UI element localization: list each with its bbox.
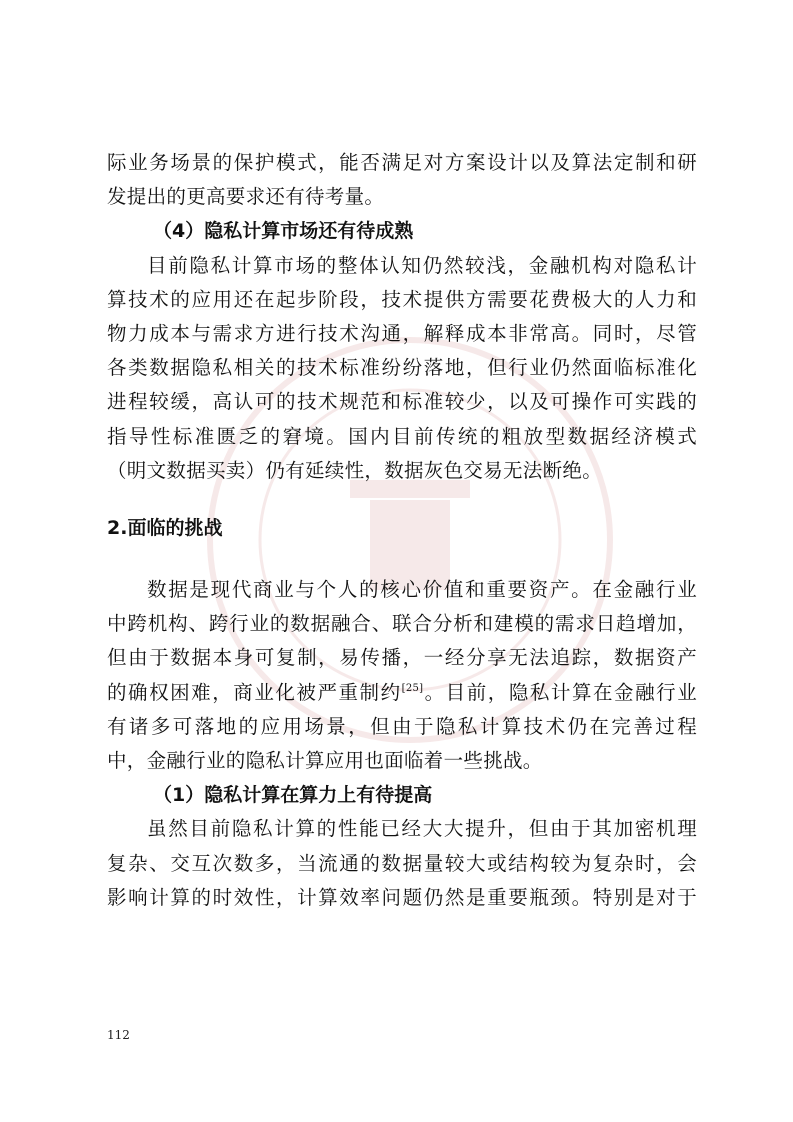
text-line-with-citation [107, 676, 697, 710]
text-line: 发提出的更高要求还有待考量。 [107, 185, 385, 209]
section-heading-2: 2.面临的挑战 [107, 516, 223, 539]
text-line: 进程较缓，高认可的技术规范和标准较少，以及可操作可实践的 [107, 390, 697, 414]
text-line: 算技术的应用还在起步阶段，技术提供方需要花费极大的人力和 [107, 287, 697, 311]
text-fragment: 。目前，隐私计算在金融行业 [423, 680, 697, 704]
text-line: 复杂、交互次数多，当流通的数据量较大或结构较为复杂时，会 [107, 851, 697, 875]
page-number: 112 [107, 1028, 130, 1042]
text-line: 指导性标准匮乏的窘境。国内目前传统的粗放型数据经济模式 [107, 424, 697, 448]
section-heading-4: （4）隐私计算市场还有待成熟 [153, 220, 414, 243]
text-line: 物力成本与需求方进行技术沟通，解释成本非常高。同时，尽管 [107, 321, 697, 345]
text-fragment: 的确权困难，商业化被严重制约 [107, 680, 402, 704]
text-line: （明文数据买卖）仍有延续性，数据灰色交易无法断绝。 [107, 458, 603, 482]
text-line: 各类数据隐私相关的技术标准纷纷落地，但行业仍然面临标准化 [107, 356, 697, 380]
text-line: 数据是现代商业与个人的核心价值和重要资产。在金融行业 [147, 578, 697, 602]
text-line: 有诸多可落地的应用场景，但由于隐私计算技术仍在完善过程 [107, 714, 697, 738]
text-line: 际业务场景的保护模式，能否满足对方案设计以及算法定制和研 [107, 151, 697, 174]
citation: [25] [401, 682, 424, 694]
text-line: 中跨机构、跨行业的数据融合、联合分析和建模的需求日趋增加， [107, 612, 697, 636]
text-line: 影响计算的时效性，计算效率问题仍然是重要瓶颈。特别是对于 [107, 885, 697, 909]
section-heading-1: （1）隐私计算在算力上有待提高 [153, 784, 433, 807]
text-line: 目前隐私计算市场的整体认知仍然较浅，金融机构对隐私计 [147, 253, 697, 277]
text-line: 虽然目前隐私计算的性能已经大大提升，但由于其加密机理 [147, 817, 697, 841]
page-body [107, 146, 697, 915]
text-line: 中，金融行业的隐私计算应用也面临着一些挑战。 [107, 749, 543, 772]
text-line: 但由于数据本身可复制，易传播，一经分享无法追踪，数据资产 [107, 646, 697, 670]
